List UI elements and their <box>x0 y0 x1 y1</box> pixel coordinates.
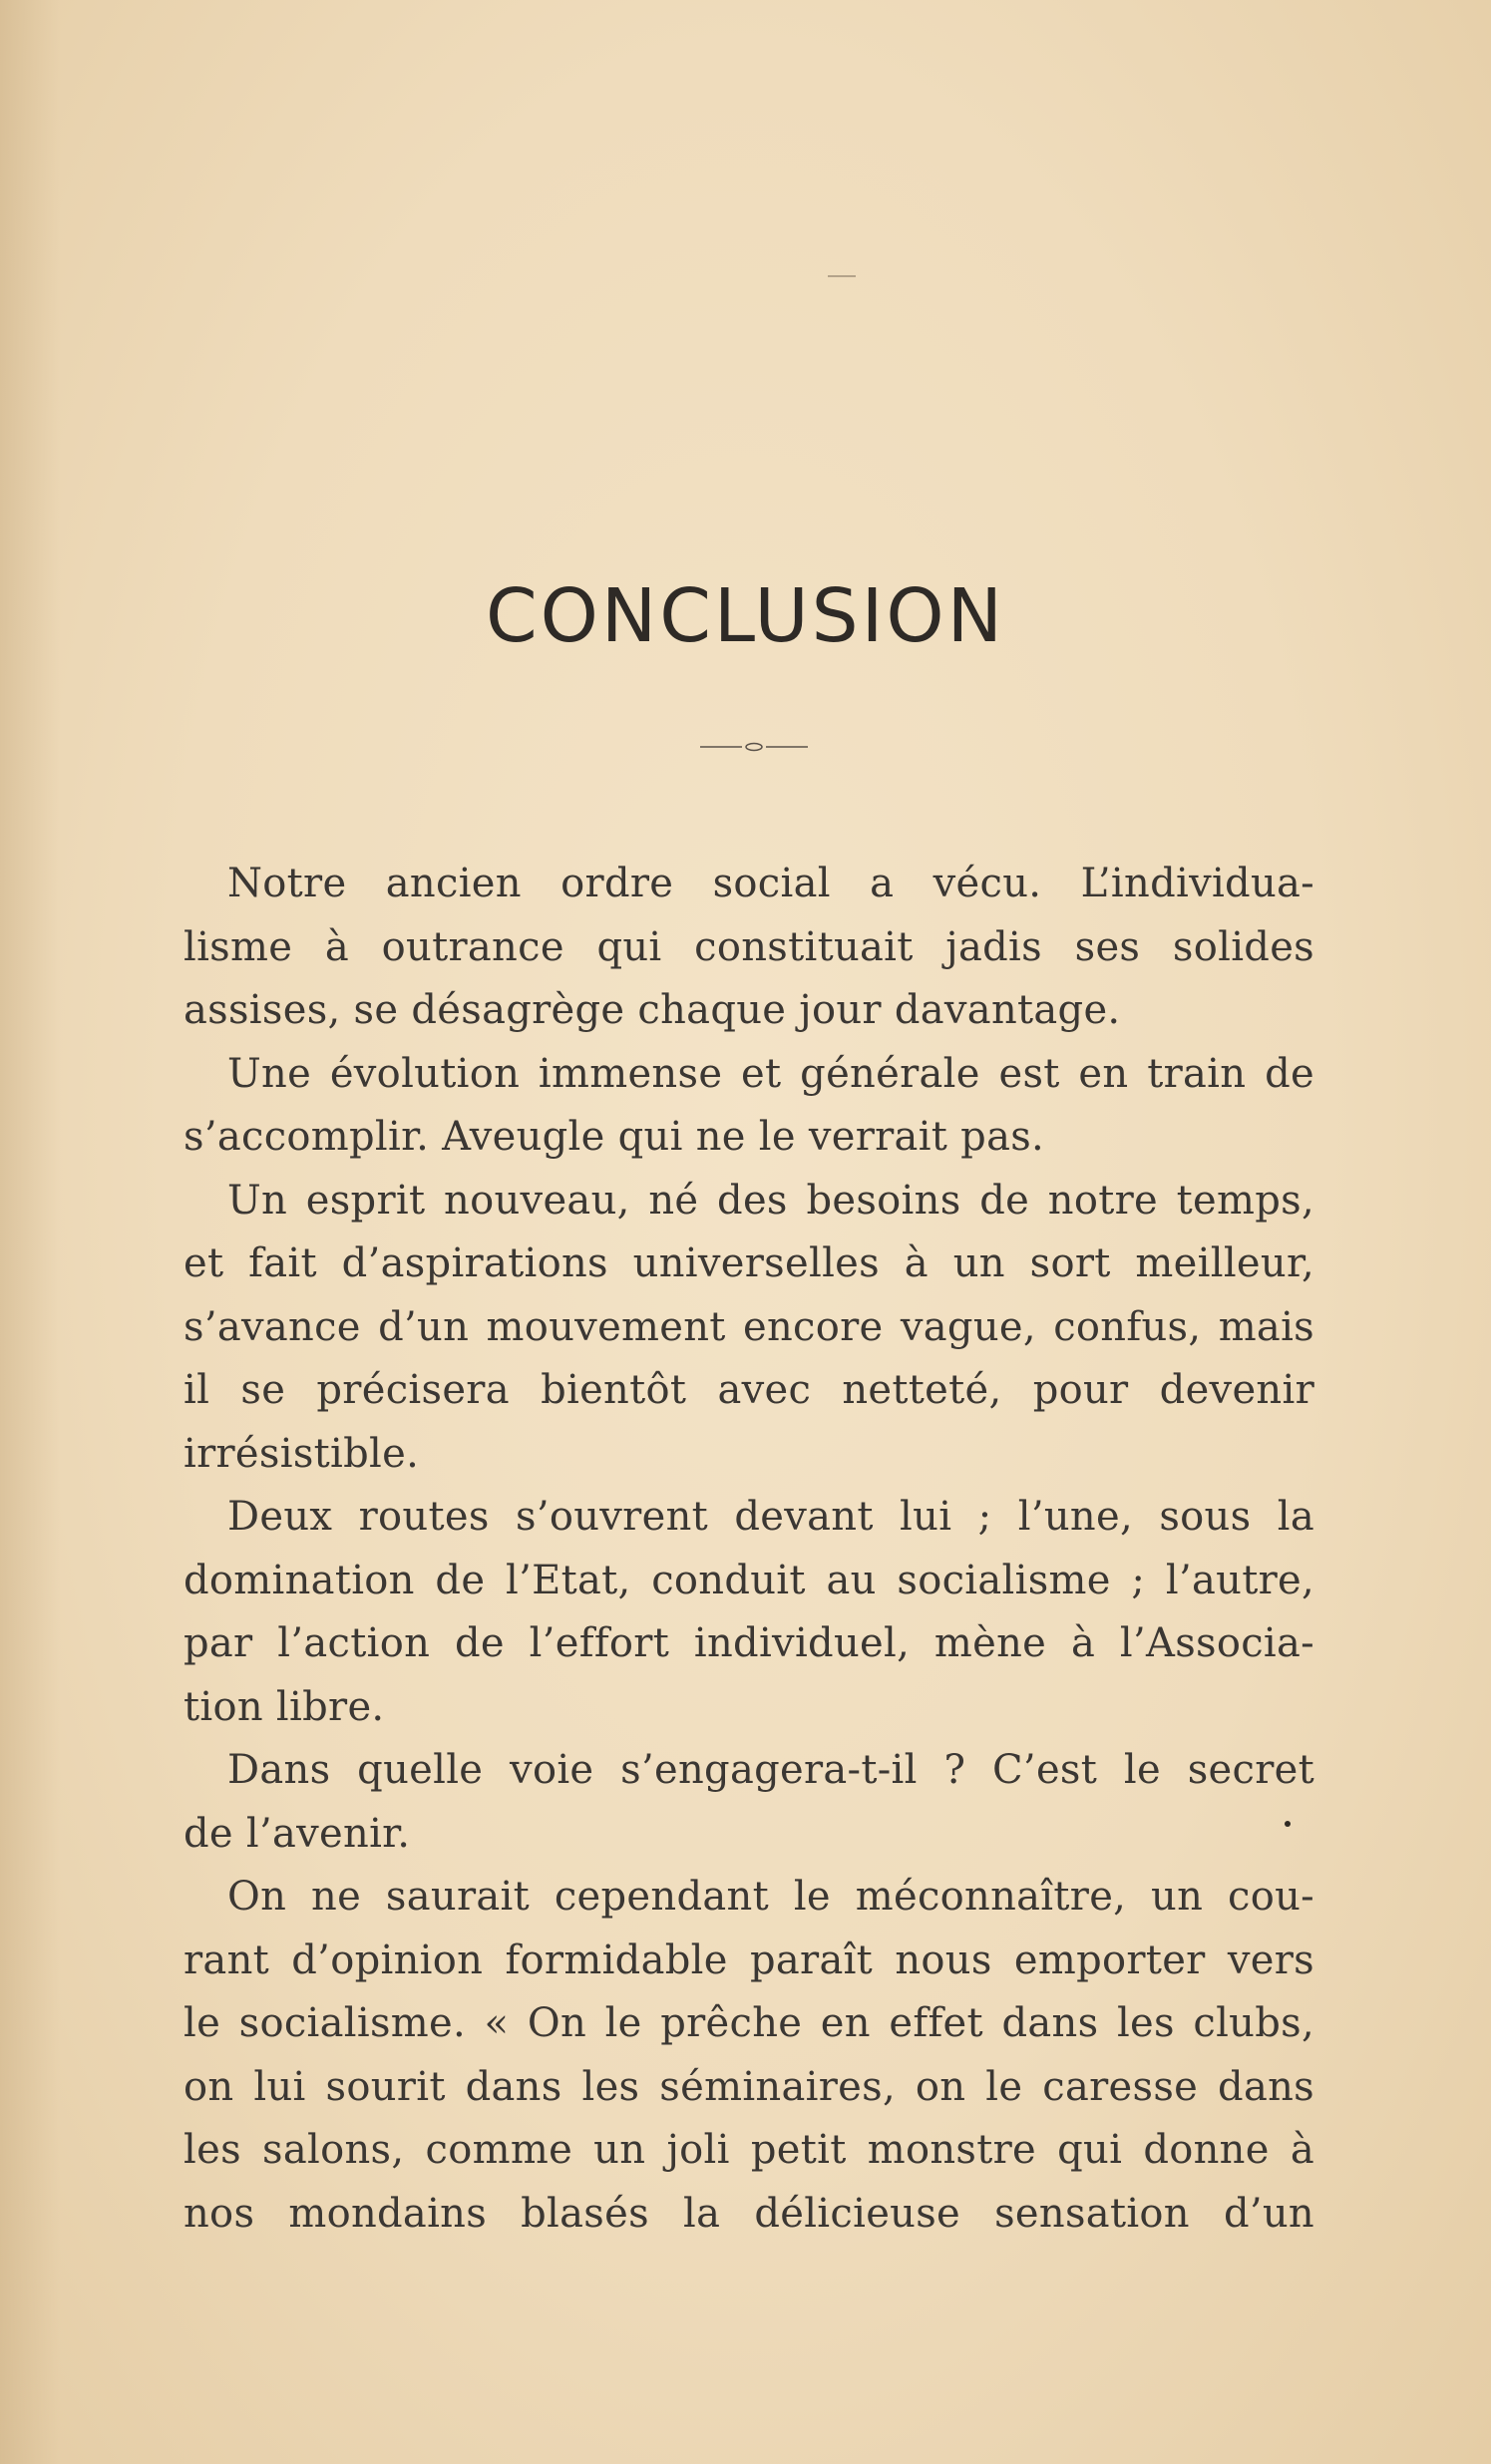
text-line-2: lisme à outrance qui constituait jadis ses solides <box>184 923 1314 970</box>
text-line-20: on lui sourit dans les séminaires, on le caresse dans <box>184 2063 1314 2110</box>
text-line-10: irrésistible. <box>184 1430 420 1477</box>
text-line-19: le socialisme. « On le prêche en effet dans les clubs, <box>184 2000 1314 2046</box>
text-line-13: par l’action de l’effort individuel, mène à l’Associa- <box>184 1620 1314 1666</box>
text-line-4: Une évolution immense et générale est en train de <box>227 1050 1314 1097</box>
text-line-21: les salons, comme un joli petit monstre qui donne à <box>184 2127 1314 2173</box>
text-line-18: rant d’opinion formidable paraît nous emporter vers <box>184 1936 1314 1983</box>
text-line-5: s’accomplir. Aveugle qui ne le verrait pas. <box>184 1114 1045 1160</box>
text-line-8: s’avance d’un mouvement encore vague, confus, mais <box>184 1303 1314 1350</box>
text-line-9: il se précisera bientôt avec netteté, pour devenir <box>184 1367 1314 1413</box>
text-line-17: On ne saurait cependant le méconnaître, un cou- <box>227 1874 1314 1920</box>
text-line-3: assises, se désagrège chaque jour davantage. <box>184 987 1121 1033</box>
text-line-7: et fait d’aspirations universelles à un sort meilleur, <box>184 1240 1314 1286</box>
text-line-1: Notre ancien ordre social a vécu. L’individua- <box>227 861 1314 906</box>
text-line-15: Dans quelle voie s’engagera-t-il ? C’est le secret <box>227 1747 1314 1793</box>
text-line-6: Un esprit nouveau, né des besoins de notre temps, <box>227 1177 1314 1224</box>
text-line-16: de l’avenir. <box>184 1810 411 1857</box>
body-text <box>184 853 1314 2246</box>
header-mark <box>828 275 856 277</box>
text-line-12: domination de l’Etat, conduit au socialisme ; l’autre, <box>184 1557 1314 1603</box>
page-edge-shadow <box>0 0 60 2464</box>
text-line-14: tion libre. <box>184 1683 385 1730</box>
chapter-title: CONCLUSION <box>485 573 1006 659</box>
text-line-22: nos mondains blasés la délicieuse sensation d’un <box>184 2190 1314 2237</box>
text-line-11: Deux routes s’ouvrent devant lui ; l’une, sous la <box>227 1494 1314 1540</box>
title-ornament-divider <box>700 740 808 754</box>
ink-speck <box>1285 1821 1291 1827</box>
